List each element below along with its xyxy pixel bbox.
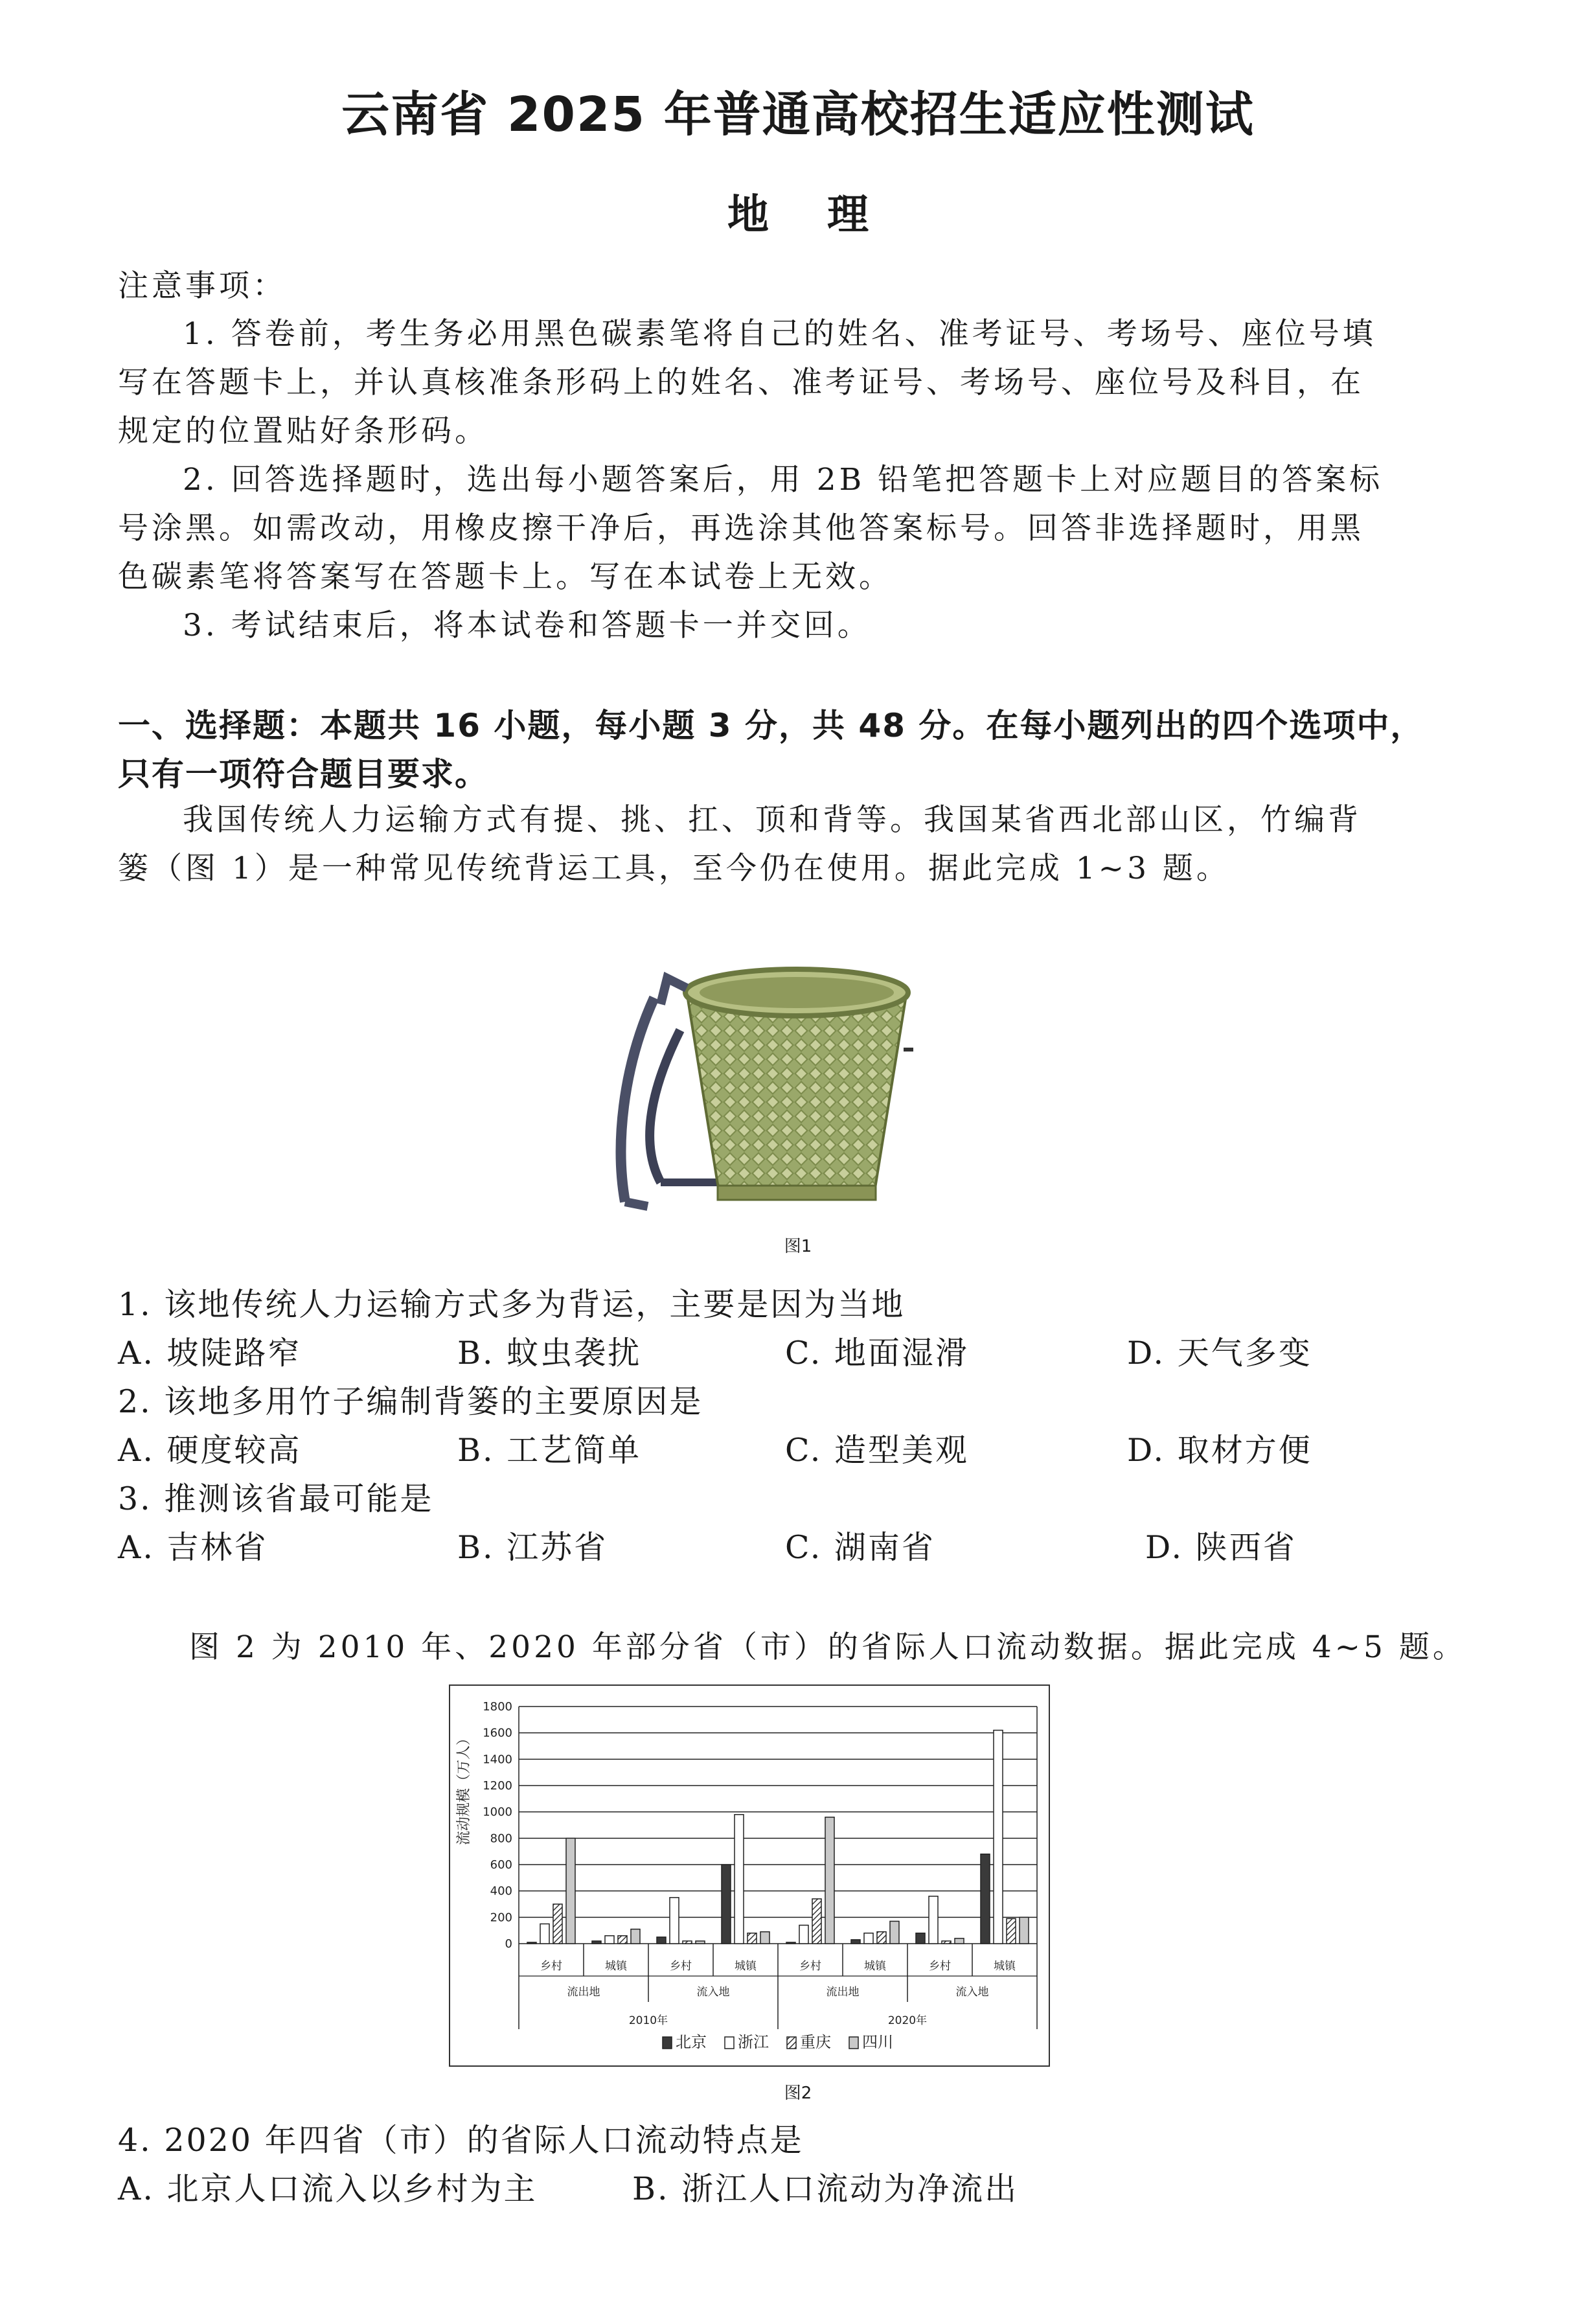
section-heading: 一、选择题：本题共 16 小题，每小题 3 分，共 48 分。在每小题列出的四个选项中， [118, 707, 1424, 744]
option-b: B. 蚊虫袭扰 [457, 1335, 642, 1372]
option-d: D. 陕西省 [1145, 1529, 1297, 1566]
bar-浙江-4 [799, 1925, 808, 1944]
bar-重庆-1 [618, 1936, 627, 1944]
option-a: A. 吉林省 [118, 1529, 268, 1566]
bar-四川-0 [566, 1838, 575, 1944]
bar-重庆-7 [1007, 1918, 1016, 1944]
option-b: B. 工艺简单 [457, 1432, 642, 1469]
question-stem: 3. 推测该省最可能是 [118, 1480, 434, 1517]
x-category-label: 乡村 [670, 1960, 692, 1973]
bar-浙江-5 [864, 1933, 873, 1944]
bar-北京-3 [722, 1865, 731, 1944]
intro-text: 篓（图 1）是一种常见传统背运工具，至今仍在使用。据此完成 1~3 题。 [118, 851, 1230, 886]
y-axis-label: 流动规模（万人） [456, 1730, 472, 1846]
x-group-label: 流出地 [826, 1986, 860, 1999]
bar-北京-6 [916, 1933, 925, 1944]
chart-frame [450, 1685, 1049, 2066]
bar-浙江-7 [994, 1730, 1003, 1944]
legend-swatch [849, 2037, 858, 2049]
y-tick-label: 800 [490, 1832, 512, 1846]
bar-浙江-6 [929, 1896, 938, 1944]
bar-北京-4 [786, 1942, 795, 1944]
legend-label: 重庆 [800, 2033, 831, 2051]
x-year-label: 2020年 [887, 2014, 928, 2027]
y-tick-label: 1800 [483, 1700, 512, 1714]
bar-北京-5 [851, 1940, 860, 1944]
notice-heading: 注意事项： [118, 268, 286, 304]
option-d: D. 天气多变 [1127, 1335, 1312, 1372]
bar-四川-7 [1020, 1917, 1029, 1944]
notice-line: 2. 回答选择题时，选出每小题答案后，用 2B 铅笔把答题卡上对应题目的答案标 [183, 462, 1384, 498]
section-heading: 只有一项符合题目要求。 [118, 755, 488, 793]
y-tick-label: 200 [490, 1911, 512, 1925]
y-tick-label: 1400 [483, 1753, 512, 1767]
notice-line: 1. 答卷前，考生务必用黑色碳素笔将自己的姓名、准考证号、考场号、座位号填 [183, 316, 1376, 352]
x-category-label: 城镇 [994, 1960, 1016, 1973]
question-stem: 1. 该地传统人力运输方式多为背运，主要是因为当地 [118, 1286, 906, 1323]
figure2-caption: 图2 [784, 2084, 812, 2103]
y-tick-label: 0 [505, 1937, 512, 1951]
bar-重庆-6 [942, 1941, 951, 1944]
subject-title: 地理 [727, 191, 927, 239]
x-category-label: 城镇 [605, 1960, 627, 1973]
x-category-label: 乡村 [799, 1960, 821, 1973]
bar-浙江-3 [735, 1815, 744, 1944]
bar-浙江-1 [605, 1936, 614, 1944]
bar-浙江-2 [670, 1898, 679, 1944]
option-b: B. 浙江人口流动为净流出 [632, 2170, 1019, 2207]
x-group-label: 流入地 [955, 1986, 989, 1999]
option-c: C. 湖南省 [785, 1529, 935, 1566]
legend-swatch [663, 2037, 672, 2049]
bar-重庆-4 [812, 1899, 821, 1944]
option-d: D. 取材方便 [1127, 1432, 1312, 1469]
option-a: A. 硬度较高 [118, 1432, 302, 1469]
y-tick-label: 400 [490, 1884, 512, 1898]
y-tick-label: 1200 [483, 1779, 512, 1793]
option-c: C. 地面湿滑 [785, 1335, 969, 1372]
notice-line: 写在答题卡上，并认真核准条形码上的姓名、准考证号、考场号、座位号及科目，在 [118, 365, 1364, 400]
bar-浙江-0 [540, 1924, 549, 1944]
bar-重庆-3 [747, 1933, 757, 1944]
bar-重庆-5 [877, 1932, 886, 1944]
population-flow-chart [449, 1684, 1050, 2067]
x-category-label: 乡村 [540, 1960, 562, 1973]
question-stem: 2. 该地多用竹子编制背篓的主要原因是 [118, 1383, 703, 1420]
question-stem: 4. 2020 年四省（市）的省际人口流动特点是 [118, 2122, 804, 2159]
x-category-label: 城镇 [864, 1960, 886, 1973]
bar-北京-0 [527, 1942, 536, 1944]
x-group-label: 流出地 [567, 1986, 600, 1999]
bar-四川-3 [760, 1932, 770, 1944]
bamboo-basket-figure [609, 952, 920, 1224]
bar-四川-4 [825, 1817, 834, 1944]
option-c: C. 造型美观 [785, 1432, 969, 1469]
bar-北京-7 [981, 1854, 990, 1944]
y-tick-label: 1000 [483, 1805, 512, 1819]
figure2-intro: 图 2 为 2010 年、2020 年部分省（市）的省际人口流动数据。据此完成 4~5 题。 [189, 1629, 1466, 1665]
y-tick-label: 1600 [483, 1726, 512, 1740]
bar-四川-6 [955, 1938, 964, 1944]
bar-北京-2 [657, 1937, 666, 1944]
x-group-label: 流入地 [696, 1986, 730, 1999]
x-year-label: 2010年 [628, 2014, 668, 2027]
page-title: 云南省 2025 年普通高校招生适应性测试 [341, 87, 1255, 143]
legend-label: 北京 [676, 2033, 707, 2051]
bar-北京-1 [592, 1941, 601, 1944]
legend-swatch [787, 2037, 796, 2049]
bar-四川-5 [890, 1921, 899, 1944]
option-a: A. 坡陡路窄 [118, 1335, 302, 1372]
legend-swatch [725, 2037, 734, 2049]
legend-label: 浙江 [738, 2033, 769, 2051]
intro-text: 我国传统人力运输方式有提、挑、扛、顶和背等。我国某省西北部山区，竹编背 [183, 802, 1362, 838]
y-tick-label: 600 [490, 1858, 512, 1872]
notice-line: 规定的位置贴好条形码。 [118, 413, 488, 449]
bar-重庆-2 [683, 1941, 692, 1944]
notice-line: 号涂黑。如需改动，用橡皮擦干净后，再选涂其他答案标号。回答非选择题时，用黑 [118, 511, 1364, 546]
legend-label: 四川 [862, 2033, 893, 2051]
option-b: B. 江苏省 [457, 1529, 608, 1566]
bar-四川-2 [696, 1941, 705, 1944]
notice-line: 3. 考试结束后，将本试卷和答题卡一并交回。 [183, 608, 871, 643]
bar-重庆-0 [553, 1904, 562, 1944]
x-category-label: 城镇 [735, 1960, 757, 1973]
notice-line: 色碳素笔将答案写在答题卡上。写在本试卷上无效。 [118, 559, 893, 595]
figure1-caption: 图1 [784, 1237, 812, 1256]
x-category-label: 乡村 [929, 1960, 951, 1973]
bar-四川-1 [631, 1929, 640, 1944]
option-a: A. 北京人口流入以乡村为主 [118, 2170, 538, 2207]
